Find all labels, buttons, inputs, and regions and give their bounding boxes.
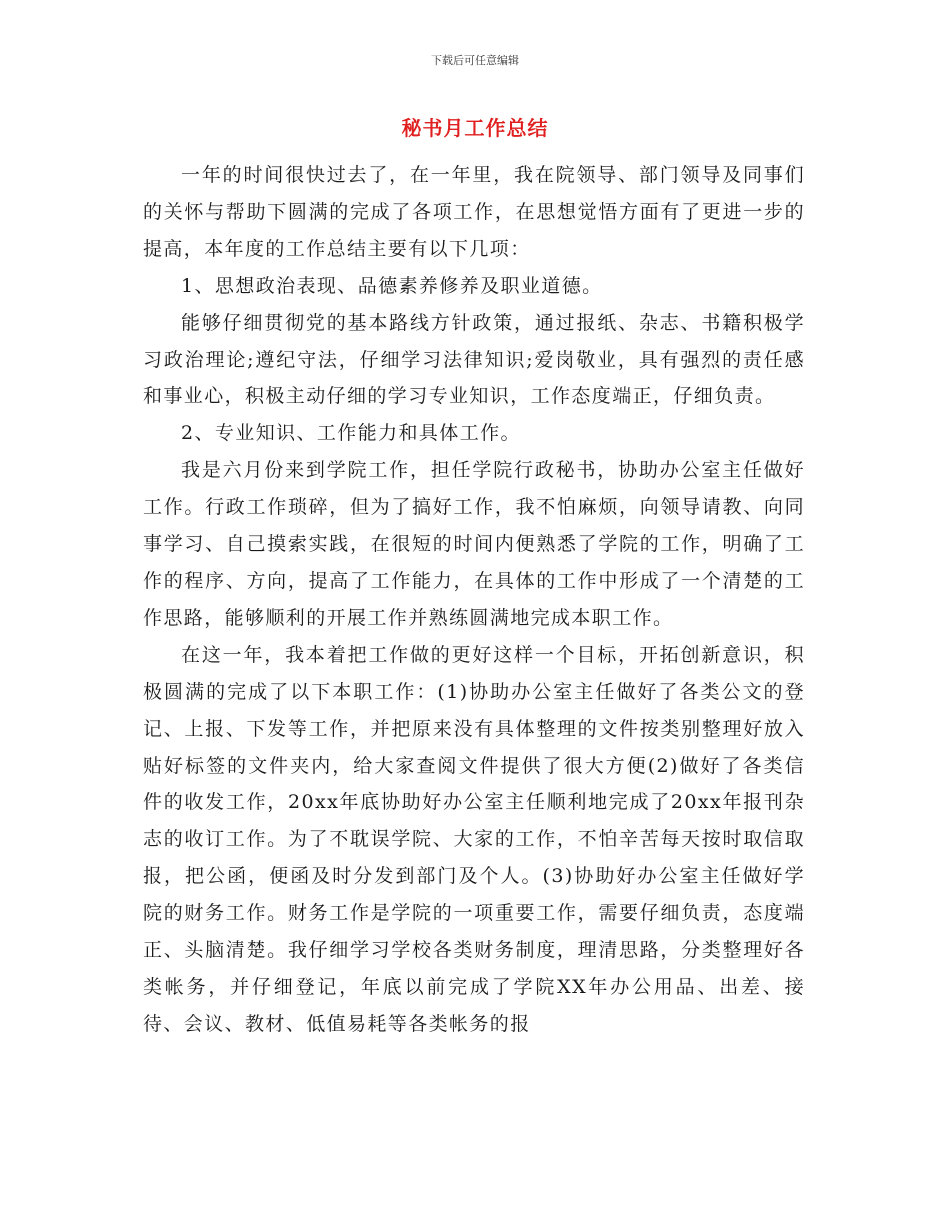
document-title: 秘书月工作总结 [401,116,549,140]
paragraph-intro: 一年的时间很快过去了，在一年里，我在院领导、部门领导及同事们的关怀与帮助下圆满的完成了各项工作，在思想觉悟方面有了更进一步的提高，本年度的工作总结主要有以下几项： [143,164,805,260]
paragraph-ideology: 能够仔细贯彻党的基本路线方针政策，通过报纸、杂志、书籍积极学习政治理论;遵纪守法，仔细学习法律知识;爱岗敬业，具有强烈的责任感和事业心，积极主动仔细的学习专业知识，工作态度端正，仔细负责。 [143,311,805,408]
section-heading-2: 2、专业知识、工作能力和具体工作。 [181,422,521,445]
page-header-note: 下载后可任意编辑 [431,54,519,67]
document-body [143,157,805,1043]
paragraph-duties: 在这一年，我本着把工作做的更好这样一个目标，开拓创新意识，积极圆满的完成了以下本职工作：(1)协助办公室主任做好了各类公文的登记、上报、下发等工作，并把原来没有具体整理的文件按类别整理好放入贴好标签的文件夹内，给大家查阅文件提供了很大方便(2)做好了各类信件的收发工作，20xx年底协助好办公室主任顺利地完成了20xx年报刊杂志的收订工作。为了不耽误学院、大家的工作，不怕辛苦每天按时取信取报，把公函，便函及时分发到部门及个人。(3)协助好办公室主任做好学院的财务工作。财务工作是学院的一项重要工作，需要仔细负责，态度端正、头脑清楚。我仔细学习学校各类财务制度，理清思路，分类整理好各类帐务，并仔细登记，年底以前完成了学院XX年办公用品、出差、接待、会议、教材、低值易耗等各类帐务的报 [143,643,805,1035]
section-heading-1: 1、思想政治表现、品德素养修养及职业道德。 [181,274,603,297]
paragraph-work-start: 我是六月份来到学院工作，担任学院行政秘书，协助办公室主任做好工作。行政工作琐碎，但为了搞好工作，我不怕麻烦，向领导请教、向同事学习、自己摸索实践，在很短的时间内便熟悉了学院的工作，明确了工作的程序、方向，提高了工作能力，在具体的工作中形成了一个清楚的工作思路，能够顺利的开展工作并熟练圆满地完成本职工作。 [143,459,805,629]
